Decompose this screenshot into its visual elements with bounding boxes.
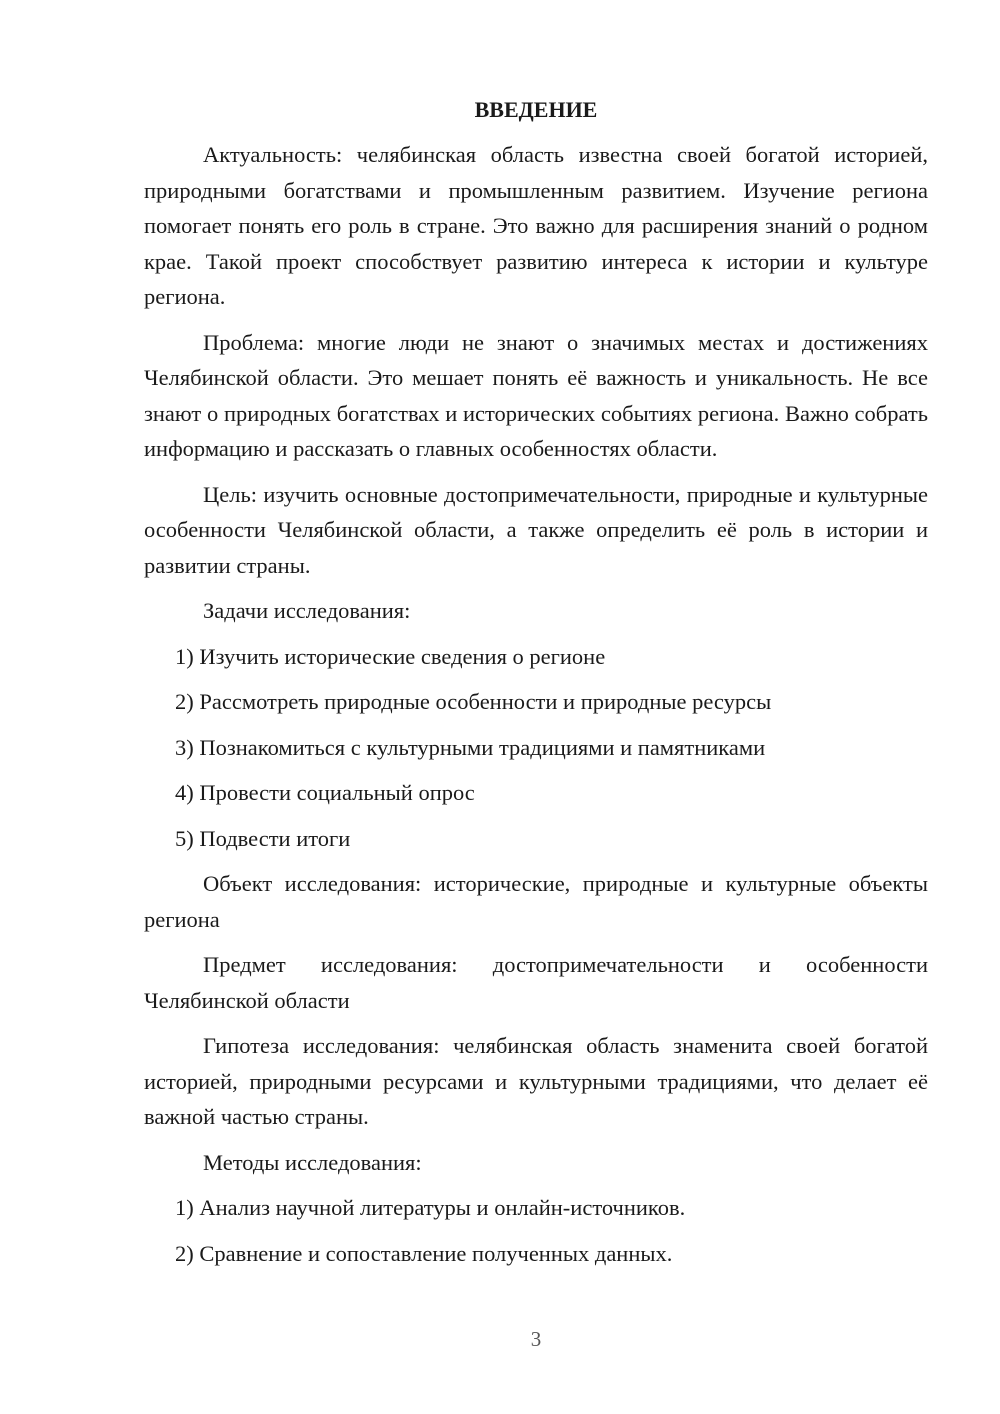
task-item: 5) Подвести итоги — [175, 825, 351, 851]
method-item: 1) Анализ научной литературы и онлайн-источников. — [175, 1195, 686, 1220]
task-item: 3) Познакомиться с культурными традициями и памятниками — [175, 734, 766, 760]
problem-paragraph: Проблема: многие люди не знают о значимых местах и достижениях Челябинской области. Это мешает понять её важность и уникальность. Не все знают о природных богатствах и исторических событиях региона. Важно собрать информацию и рассказать о главных особенностях области. — [144, 329, 928, 461]
page-content — [144, 92, 928, 1281]
task-item: 4) Провести социальный опрос — [175, 780, 475, 805]
task-item: 2) Рассмотреть природные особенности и природные ресурсы — [175, 689, 772, 714]
methods-heading: Методы исследования: — [203, 1149, 422, 1175]
tasks-heading: Задачи исследования: — [203, 598, 411, 623]
page-title: ВВЕДЕНИЕ — [474, 97, 598, 122]
hypothesis-paragraph: Гипотеза исследования: челябинская область знаменита своей богатой историей, природными ресурсами и культурными традициями, что делает её важной частью страны. — [144, 1033, 928, 1129]
page-number: 3 — [530, 1327, 542, 1351]
relevance-paragraph: Актуальность: челябинская область известна своей богатой историей, природными богатствами и промышленным развитием. Изучение региона помогает понять его роль в стране. Это важно для расширения знаний о родном крае. Такой проект способствует развитию интереса к истории и культуре региона. — [144, 142, 928, 309]
object-paragraph: Объект исследования: исторические, природные и культурные объекты региона — [144, 871, 928, 932]
subject-paragraph: Предмет исследования: достопримечательности и особенности Челябинской области — [144, 952, 928, 1013]
method-item: 2) Сравнение и сопоставление полученных данных. — [175, 1240, 673, 1266]
task-item: 1) Изучить исторические сведения о регионе — [175, 643, 606, 669]
goal-paragraph: Цель: изучить основные достопримечательности, природные и культурные особенности Челябинской области, а также определить её роль в истории и развитии страны. — [144, 481, 928, 578]
